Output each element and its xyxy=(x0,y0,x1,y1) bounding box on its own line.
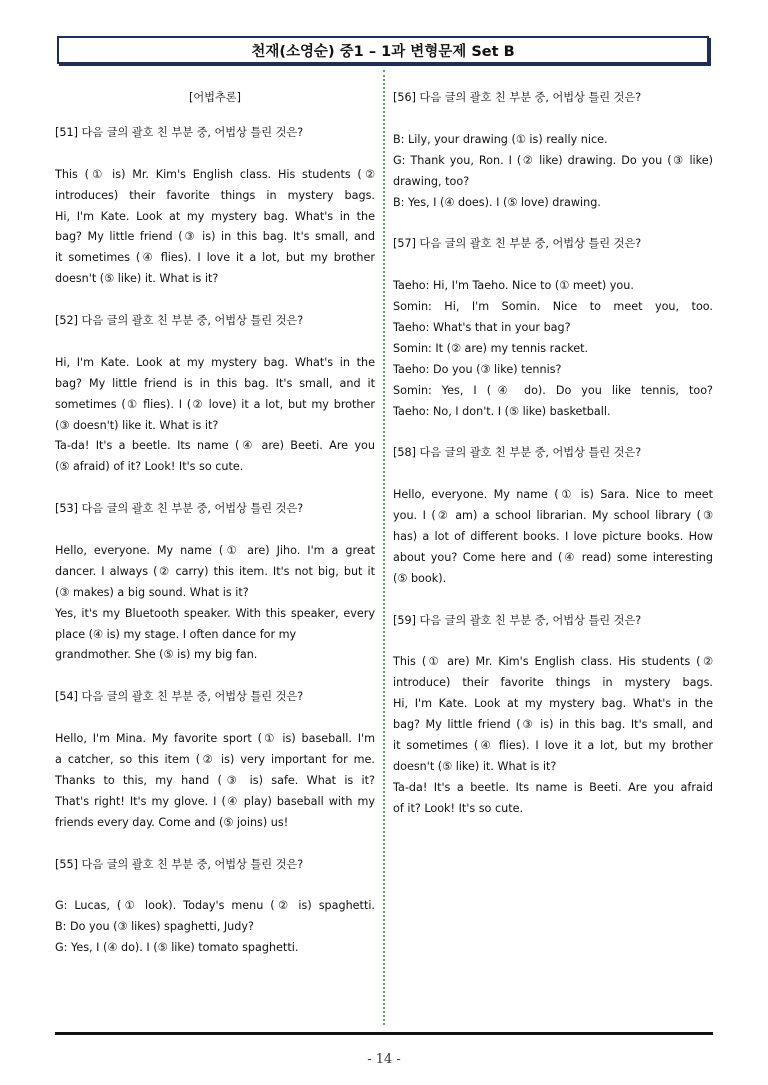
passage-line: Hi, I'm Kate. Look at my mystery bag. What's in the xyxy=(55,209,375,223)
question-title: [56] 다음 글의 괄호 친 부분 중, 어법상 틀린 것은? xyxy=(393,91,642,104)
right-question-list xyxy=(393,88,713,820)
passage-line: it sometimes (④ flies). I love it a lot, but my brother xyxy=(393,738,713,752)
passage-line: (③ doesn't) like it. What is it? xyxy=(55,418,219,432)
page-number: - 14 - xyxy=(367,1052,401,1067)
question-block xyxy=(393,88,713,234)
question-block xyxy=(55,687,375,854)
question-title: [55] 다음 글의 괄호 친 부분 중, 어법상 틀린 것은? xyxy=(55,857,304,871)
question-passage xyxy=(55,165,375,290)
question-passage xyxy=(55,896,375,959)
passage-line: grandmother. She (⑤ is) my big fan. xyxy=(55,648,258,662)
passage-line: B: Yes, I (④ does). I (⑤ love) drawing. xyxy=(393,195,601,209)
passage-line: (③ makes) a big sound. What is it? xyxy=(55,585,249,599)
passage-line: bag? My little friend (③ is) in this bag. It's small, and xyxy=(393,718,713,732)
passage-line: doesn't (⑤ like) it. What is it? xyxy=(55,272,219,286)
passage-line: a catcher, so this item (② is) very important for me. xyxy=(55,752,375,766)
column-divider xyxy=(383,70,385,1025)
question-title: [51] 다음 글의 괄호 친 부분 중, 어법상 틀린 것은? xyxy=(55,125,304,139)
document-title: 천재(소영순) 중1 – 1과 변형문제 Set B xyxy=(57,36,709,64)
passage-line: Taeho: Do you (③ like) tennis? xyxy=(393,362,562,376)
passage-line: bag? My little friend (③ is) in this bag. It's small, and xyxy=(55,230,375,244)
passage-line: you. I (② am) a school librarian. My school library (③ xyxy=(393,509,713,523)
question-title: [52] 다음 글의 괄호 친 부분 중, 어법상 틀린 것은? xyxy=(55,314,304,328)
question-title: [59] 다음 글의 괄호 친 부분 중, 어법상 틀린 것은? xyxy=(393,613,642,627)
passage-line: Ta-da! It's a beetle. Its name (④ are) Beeti. Are you xyxy=(55,439,375,453)
passage-line: Hi, I'm Kate. Look at my mystery bag. What's in the xyxy=(393,697,713,711)
question-passage xyxy=(55,729,375,834)
passage-line: This (① are) Mr. Kim's English class. His students (② xyxy=(393,655,713,669)
right-column xyxy=(393,88,713,820)
passage-line: bag? My little friend is in this bag. It's small, and it xyxy=(55,376,375,390)
passage-line: introduce) their favorite things in mystery bags. xyxy=(393,676,713,690)
passage-line: Somin: It (② are) my tennis racket. xyxy=(393,341,589,355)
passage-line: G: Yes, I (④ do). I (⑤ like) tomato spaghetti. xyxy=(55,941,299,955)
question-title: [53] 다음 글의 괄호 친 부분 중, 어법상 틀린 것은? xyxy=(55,502,304,516)
passage-line: This (① is) Mr. Kim's English class. His students (② xyxy=(55,167,375,181)
question-title: [57] 다음 글의 괄호 친 부분 중, 어법상 틀린 것은? xyxy=(393,237,642,251)
passage-line: Taeho: What's that in your bag? xyxy=(393,320,571,334)
question-block xyxy=(55,855,375,960)
question-passage xyxy=(55,353,375,478)
question-block xyxy=(393,234,713,443)
passage-line: introduces) their favorite things in mystery bags. xyxy=(55,188,375,202)
question-title: [54] 다음 글의 괄호 친 부분 중, 어법상 틀린 것은? xyxy=(55,690,304,704)
passage-line: Hello, everyone. My name (① are) Jiho. I'm a great xyxy=(55,543,375,557)
question-title: [58] 다음 글의 괄호 친 부분 중, 어법상 틀린 것은? xyxy=(393,446,642,460)
passage-line: B: Do you (③ likes) spaghetti, Judy? xyxy=(55,920,254,934)
footer-rule xyxy=(55,1032,713,1035)
passage-line: friends every day. Come and (⑤ joins) us! xyxy=(55,815,289,829)
passage-line: Somin: Yes, I (④ do). Do you like tennis, too? xyxy=(393,383,713,397)
passage-line: Ta-da! It's a beetle. Its name is Beeti. Are you afraid xyxy=(393,780,713,794)
passage-line: Taeho: No, I don't. I (⑤ like) basketball. xyxy=(393,404,611,418)
question-passage xyxy=(393,130,713,214)
passage-line: doesn't (⑤ like) it. What is it? xyxy=(393,759,557,773)
left-question-list xyxy=(55,123,375,959)
passage-line: Taeho: Hi, I'm Taeho. Nice to (① meet) you. xyxy=(393,279,634,293)
passage-line: (⑤ afraid) of it? Look! It's so cute. xyxy=(55,460,244,474)
passage-line: has) a lot of different books. I love picture books. How xyxy=(393,529,713,543)
question-block xyxy=(55,499,375,687)
question-block xyxy=(393,443,713,610)
passage-line: Hi, I'm Kate. Look at my mystery bag. What's in the xyxy=(55,355,375,369)
passage-line: (⑤ book). xyxy=(393,571,447,585)
passage-line: B: Lily, your drawing (① is) really nice. xyxy=(393,132,608,146)
passage-line: Hello, I'm Mina. My favorite sport (① is) baseball. I'm xyxy=(55,732,375,746)
passage-line: of it? Look! It's so cute. xyxy=(393,801,524,815)
question-block xyxy=(55,311,375,499)
question-block xyxy=(55,123,375,311)
passage-line: Thanks to this, my hand (③ is) safe. What is it? xyxy=(55,773,375,787)
passage-line: That's right! It's my glove. I (④ play) baseball with my xyxy=(55,794,375,808)
passage-line: dancer. I always (② carry) this item. It's not big, but it xyxy=(55,564,375,578)
question-passage xyxy=(393,485,713,590)
question-passage xyxy=(393,652,713,819)
passage-line: sometimes (① flies). I (② love) it a lot, but my brother xyxy=(55,397,375,411)
question-block xyxy=(393,611,713,820)
passage-line: place (④ is) my stage. I often dance for my xyxy=(55,627,297,641)
passage-line: G: Lucas, (① look). Today's menu (② is) spaghetti. xyxy=(55,899,375,913)
passage-line: Yes, it's my Bluetooth speaker. With this speaker, every xyxy=(55,606,375,620)
left-column xyxy=(55,88,375,959)
passage-line: about you? Come here and (④ read) some interesting xyxy=(393,550,713,564)
question-passage xyxy=(393,276,713,422)
passage-line: it sometimes (④ flies). I love it a lot, but my brother xyxy=(55,251,375,265)
section-label: [어법추론] xyxy=(189,91,241,104)
passage-line: drawing, too? xyxy=(393,174,470,188)
question-passage xyxy=(55,541,375,666)
passage-line: Hello, everyone. My name (① is) Sara. Nice to meet xyxy=(393,488,713,502)
passage-line: G: Thank you, Ron. I (② like) drawing. Do you (③ like) xyxy=(393,153,713,167)
passage-line: Somin: Hi, I'm Somin. Nice to meet you, too. xyxy=(393,300,713,314)
